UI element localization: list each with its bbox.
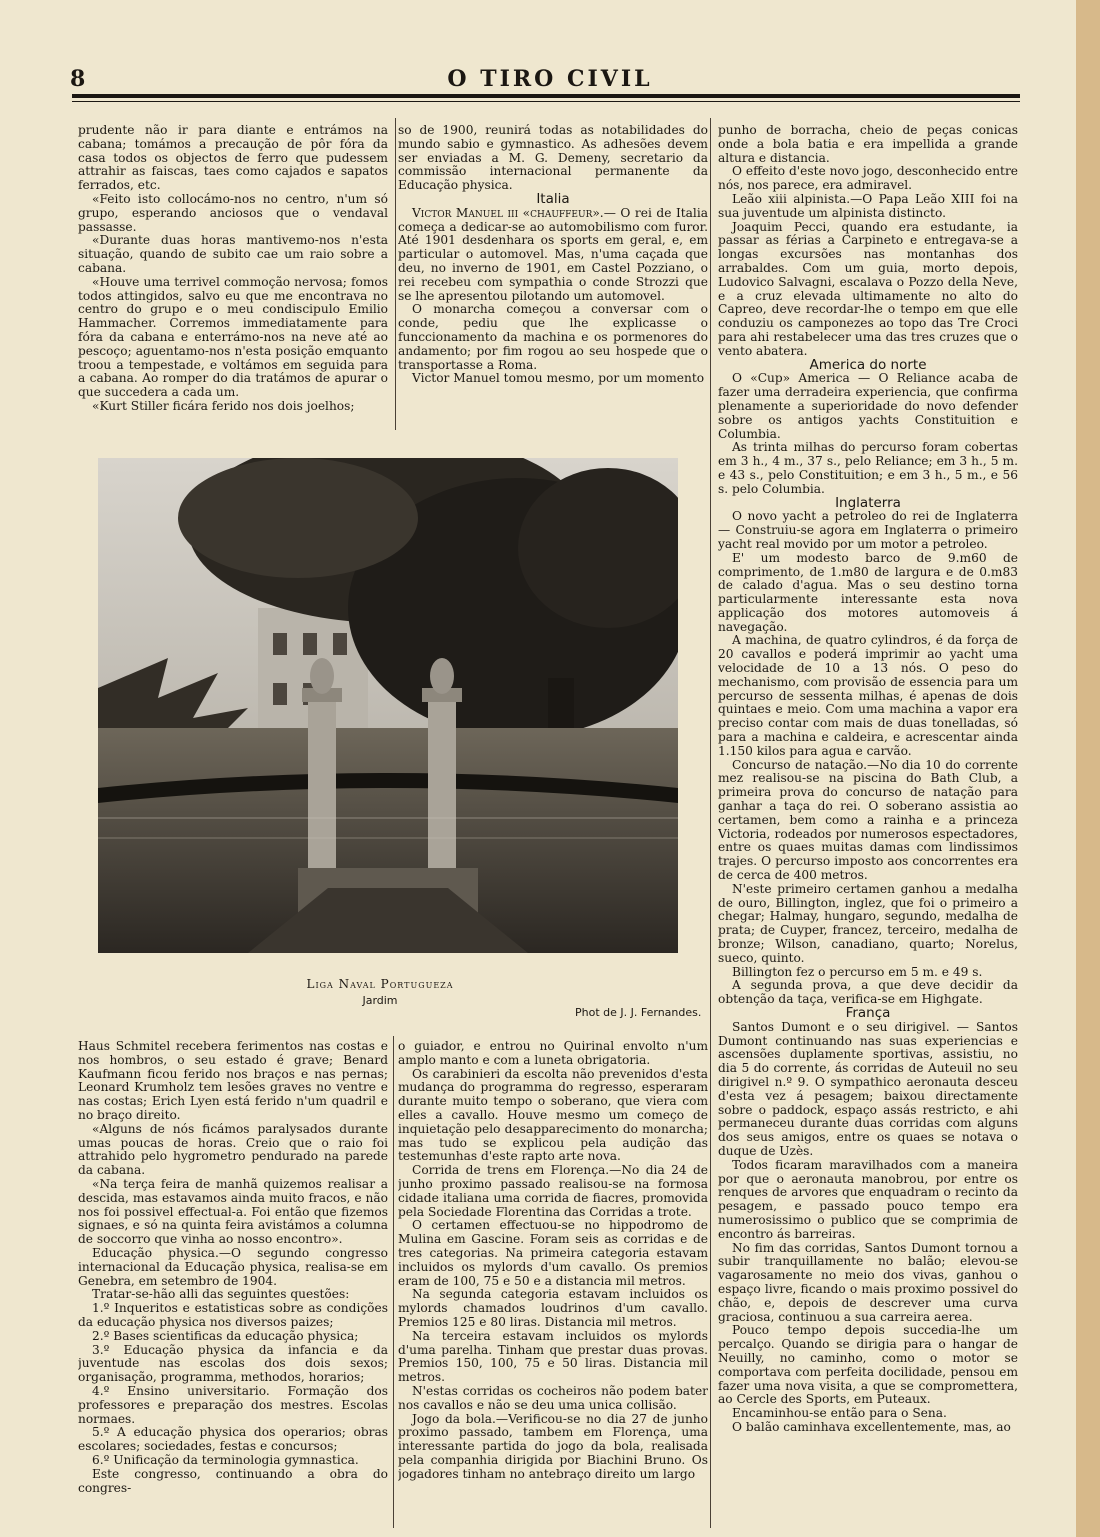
column-divider (395, 118, 396, 430)
paragraph: «Na terça feira de manhã quizemos realisar a descida, mas estavamos ainda muito fracos, e não nos foi possivel effectual-a. Foi então que fizemos signaes, e só na quinta feira avistámos a columna de soccorro que vinha ao nosso encontro». (78, 1176, 388, 1247)
column-divider (393, 1036, 394, 1528)
section-heading-america: America do norte (809, 356, 927, 373)
paragraph: O «Cup» America — O Reliance acaba de fazer uma derradeira experiencia, que confirma plenamente a superioridade do novo defender sobre os antigos yachts Constituition e Columbia. (718, 371, 1018, 441)
photo-credit: Phot de J. J. Fernandes. (575, 1006, 702, 1019)
paragraph: O certamen effectuou-se no hippodromo de Mulina em Gascine. Foram seis as corridas e de tres categorias. Na primeira categoria estavam incluidos os mylords d'um cavallo. Os premios eram de 100, 75 e 50 e a distancia mil metros. (398, 1218, 708, 1288)
paragraph: A segunda prova, a que deve decidir da obtenção da taça, verifica-se em Highgate. (718, 978, 1018, 1007)
lead-in: Victor Manuel iii «chauffeur». (412, 205, 604, 220)
paragraph: Jogo da bola.—Verificou-se no dia 27 de junho proximo passado, tambem em Florença, uma interessante partida do jogo da bola, realisada pela companhia dirigida por Biachini Bruno. Os jogadores tinham no antebraço direito um largo (398, 1411, 708, 1481)
paragraph: 6.º Unificação da terminologia gymnastica. (92, 1452, 359, 1467)
paragraph: 4.º Ensino universitario. Formação dos professores e preparação dos mestres. Escolas normaes. (78, 1383, 388, 1426)
paragraph: N'este primeiro certamen ganhou a medalha de ouro, Billington, inglez, que foi o primeiro a chegar; Halmay, hungaro, segundo, medalha de prata; de Cuyper, francez, terceiro, medalha de bronze; Wilson, canadiano, quarto; Norelus, sueco, quinto. (718, 881, 1018, 965)
paragraph: so de 1900, reunirá todas as notabilidades do mundo sabio e gymnastico. As adhesões devem ser enviadas a M. G. Demeny, secretario da commissão internacional permanente da Educação physica. (398, 124, 708, 193)
header-rule-thin (72, 101, 1020, 102)
paragraph: 2.º Bases scientificas da educação physica; (92, 1328, 359, 1343)
paragraph: Tratar-se-hão alli das seguintes questões: (92, 1287, 350, 1302)
paragraph: «Houve uma terrivel commoção nervosa; fomos todos attingidos, salvo eu que me encontrava no centro do grupo e o meu condiscipulo Emilio Hammacher. Corremos immediatamente para fóra da cabana e enterrámo-nos na neve até ao pescoço; aguentamo-nos n'esta posição emquanto troou a tempestade, e voltámos em seguida para a cabana. Ao romper do dia tratámos de apurar o que succedera a cada um. (78, 274, 388, 400)
paragraph: prudente não ir para diante e entrámos na cabana; tomámos a precaução de pôr fóra da casa todos os objectos de ferro que pudessem attrahir as faiscas, taes como cajados e sapatos ferrados, etc. (78, 124, 388, 193)
paragraph: N'estas corridas os cocheiros não podem bater nos cavallos e não se deu uma unica collisão. (398, 1383, 708, 1412)
section-heading-italia: Italia (536, 190, 570, 207)
paragraph: Haus Schmitel recebera ferimentos nas costas e nos hombros, o seu estado é grave; Benard Kaufmann ficou ferido nos braços e nas pernas; Leonard Krumholz tem lesões graves no ventre e nas costas; Erich Lyen está ferido n'um quadril e no braço direito. (78, 1040, 388, 1122)
paragraph: Concurso de natação.—No dia 10 do corrente mez realisou-se na piscina do Bath Club, a primeira prova do concurso de natação para ganhar a taça do rei. O soberano assistia ao certamen, bem como a rainha e a princeza Victoria, rodeados por numerosos espectadores, entre os quaes muitas damas com lindissimos trajes. O percurso imposto aos concorrentes era de cerca de 400 metros. (718, 757, 1018, 883)
paragraph: Na segunda categoria estavam incluidos os mylords chamados loudrinos d'um cavallo. Premios 125 e 80 liras. Distancia mil metros. (398, 1287, 708, 1329)
photo-caption-title: Liga Naval Portugueza (306, 977, 454, 991)
masthead-title: O TIRO CIVIL (447, 66, 653, 92)
column-2-bottom (398, 1040, 708, 1530)
paragraph (398, 207, 708, 304)
paragraph: No fim das corridas, Santos Dumont tornou a subir tranquillamente no balão; elevou-se vagarosamente no meio dos vivas, ganhou o espaço livre, ficando o mais proximo possivel do chão, e, depois de descrever uma curva graciosa, continuou a sua carreira aerea. (718, 1240, 1018, 1324)
paragraph: Encaminhou-se então para o Sena. (732, 1406, 947, 1421)
paragraph: 5.º A educação physica dos operarios; obras escolares; sociedades, festas e concursos; (78, 1425, 388, 1454)
paragraph: O monarcha começou a conversar com o conde, pediu que lhe explicasse o funccionamento da machina e os pormenores do andamento; por fim rogou ao seu hospede que o transportasse a Roma. (398, 302, 708, 372)
paragraph: Joaquim Pecci, quando era estudante, ia passar as férias a Carpineto e entregava-se a longas excursões nas montanhas dos arrabaldes. Com um guia, morto depois, Ludovico Salvagni, escalava o Pozzo della Neve, e a cruz elevada ultimamente no alto do Capreo, deve recordar-lhe o tempo em que elle conduziu os camponezes ao topo das Tre Croci para ahi restabelecer uma das tres cruzes que o vento abatera. (718, 219, 1018, 358)
column-1-bottom (78, 1040, 388, 1530)
photo-illustration (98, 458, 678, 953)
paragraph: «Alguns de nós ficámos paralysados durante umas poucas de horas. Creio que o raio foi attrahido pelo hygrometro pendurado na parede da cabana. (78, 1121, 388, 1178)
section-heading-franca: França (845, 1005, 891, 1021)
paragraph: A machina, de quatro cylindros, é da força de 20 cavallos e poderá imprimir ao yacht uma velocidade de 10 a 13 nós. O peso do mechanismo, com provisão de essencia para um percurso de sessenta milhas, é apenas de dois quintaes e meio. Com uma machina a vapor era preciso contar com mais de duas tonelladas, só para a machina e caldeira, e acrescentar ainda 1.150 kilos para agua e carvão. (718, 633, 1018, 758)
paragraph: «Feito isto collocámo-nos no centro, n'um só grupo, esperando anciosos que o vendaval passasse. (78, 191, 388, 234)
column-divider (710, 118, 711, 1528)
header-rule-thick (72, 94, 1020, 98)
paragraph: Este congresso, continuando a obra do congres- (78, 1466, 388, 1495)
column-1-top (78, 124, 388, 426)
paragraph: punho de borracha, cheio de peças conicas onde a bola batia e era impellida a grande altura e distancia. (718, 124, 1018, 165)
paragraph: Todos ficaram maravilhados com a maneira por que o aeronauta manobrou, por entre os renques de arvores que enquadram o recinto da pesagem, e passado pouco tempo era numerosissimo o publico que se comprimia de encontro ás barreiras. (718, 1157, 1018, 1241)
paragraph: Educação physica.—O segundo congresso internacional da Educação physica, realisa-se em Genebra, em setembro de 1904. (78, 1245, 388, 1288)
paragraph: Billington fez o percurso em 5 m. e 49 s. (732, 964, 983, 979)
paragraph: E' um modesto barco de 9.m60 de comprimento, de 1.m80 de largura e de 0.m83 de calado d'agua. Mas o seu destino torna particularmente interessante esta nova applicação dos motores automoveis á navegação. (718, 550, 1018, 634)
paragraph: Na terceira estavam incluidos os mylords d'uma parelha. Tinham que prestar duas provas. Premios 150, 100, 75 e 50 liras. Distancia mil metros. (398, 1328, 708, 1385)
paragraph: Victor Manuel tomou mesmo, por um momento (412, 371, 705, 386)
paragraph: 3.º Educação physica da infancia e da juventude nas escolas dos dois sexos; organisação, programma, methodos, horarios; (78, 1342, 388, 1385)
paragraph: o guiador, e entrou no Quirinal envolto n'um amplo manto e com a luneta obrigatoria. (398, 1040, 708, 1067)
paragraph-body: — O rei de Italia começa a dedicar-se ao automobilismo com furor. Até 1901 desdenhara os sports em geral, e, em particular o automovel. Mas, n'uma caçada que deu, no inverno de 1901, em Castel Pozziano, o rei recebeu com sympathia o conde Strozzi que se lhe apresentou pilotando um automovel. (398, 205, 708, 303)
paragraph: 1.º Inqueritos e estatisticas sobre as condições da educação physica nos diversos paizes; (78, 1301, 388, 1329)
paragraph: O effeito d'este novo jogo, desconhecido entre nós, nos parece, era admiravel. (718, 164, 1018, 193)
paragraph: Pouco tempo depois succedia-lhe um percalço. Quando se dirigia para o hangar de Neuilly, no caminho, como o motor se comportava com perfeita docilidade, pensou em fazer uma nova visita, a que se compromettera, ao Cercle des Sports, em Puteaux. (718, 1323, 1018, 1407)
garden-photograph (98, 458, 678, 953)
paragraph: Corrida de trens em Florença.—No dia 24 de junho proximo passado realisou-se na formosa cidade italiana uma corrida de fiacres, promovida pela Sociedade Florentina das Corridas a trote. (398, 1163, 708, 1219)
paragraph: Santos Dumont e o seu dirigivel. — Santos Dumont continuando nas suas experiencias e ascensões duplamente sportivas, assistiu, no dia 5 do corrente, ás corridas de Auteuil no seu dirigivel n.º 9. O sympathico aeronauta desceu d'esta vez á pesagem; baixou directamente sobre o paddock, espaço assás restricto, e ahi permaneceu durante duas corridas com alguns dos seus amigos, entre os quaes se notava o duque de Uzès. (718, 1019, 1018, 1158)
paragraph: Os carabinieri da escolta não prevenidos d'esta mudança do programma do regresso, esperaram durante muito tempo o soberano, que viera com elles a cavallo. Houve mesmo um começo de inquietação pelo desapparecimento do monarcha; mas tudo se explicou pela audição das testemunhas d'este rapto arte nova. (398, 1066, 708, 1164)
paragraph: As trinta milhas do percurso foram cobertas em 3 h., 4 m., 37 s., pelo Reliance; em 3 h., 5 m. e 43 s., pelo Constituition; e em 3 h., 5 m., e 56 s. pelo Columbia. (718, 440, 1018, 496)
paragraph: O novo yacht a petroleo do rei de Inglaterra — Construiu-se agora em Inglaterra o primeiro yacht real movido por um motor a petroleo. (718, 509, 1018, 551)
page-number: 8 (70, 66, 86, 92)
column-3 (718, 124, 1018, 1530)
paragraph: O balão caminhava excellentemente, mas, ao (732, 1419, 1011, 1434)
column-2-top (398, 124, 708, 426)
paragraph: «Durante duas horas mantivemo-nos n'esta situação, quando de subito cae um raio sobre a cabana. (78, 233, 388, 275)
paragraph: «Kurt Stiller ficára ferido nos dois joelhos; (92, 398, 355, 413)
photo-caption-subtitle: Jardim (362, 994, 398, 1007)
section-heading-inglaterra: Inglaterra (835, 494, 901, 511)
paragraph: Leão xiii alpinista.—O Papa Leão XIII foi na sua juventude um alpinista distincto. (718, 191, 1018, 220)
page-edge (1076, 0, 1100, 1537)
